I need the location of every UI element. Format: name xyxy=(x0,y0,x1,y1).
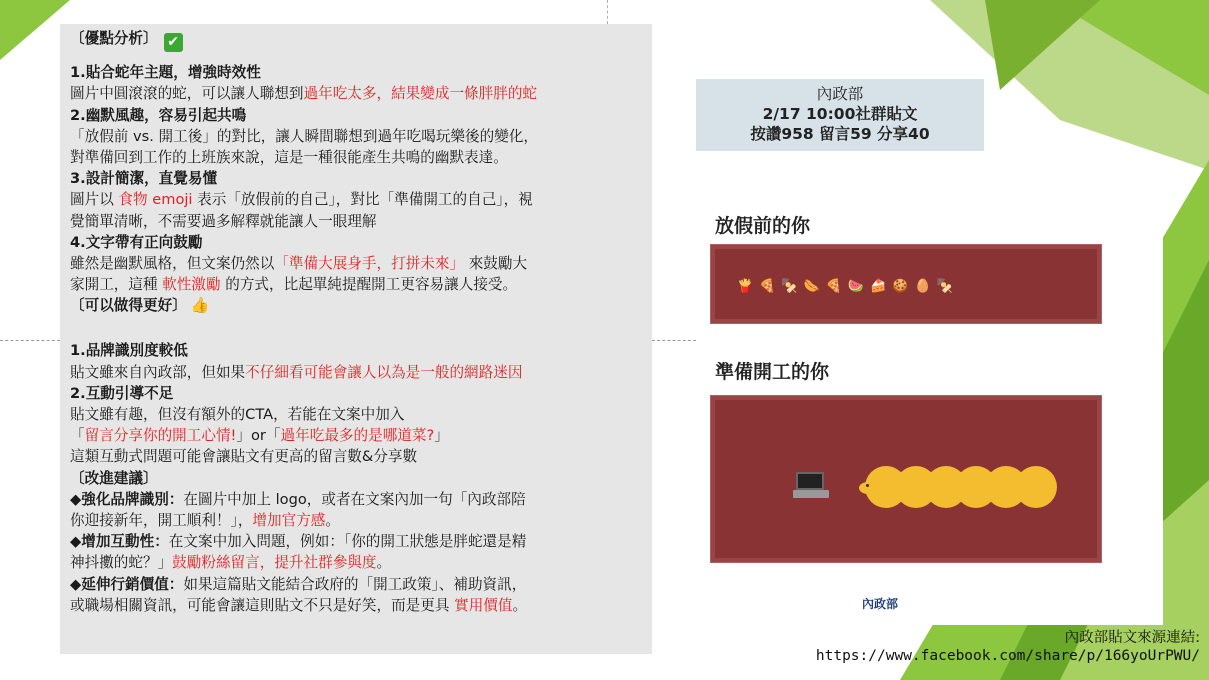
source-link[interactable]: https://www.facebook.com/share/p/166yoUrPWU/ xyxy=(815,648,1200,664)
improve-2-title: 2.互動引導不足 xyxy=(70,384,174,402)
improve-2-text: 「留言分享你的開工心情!」or「過年吃最多的是哪道菜?」 xyxy=(70,427,449,445)
suggestion-1: 你迎接新年，開工順利！」，增加官方感。 xyxy=(70,511,341,529)
suggestion-3: ◆延伸行銷價值：如果這篇貼文能結合政府的「開工政策」、補助資訊， xyxy=(70,575,527,593)
strength-2-text: 對準備回到工作的上班族來說，這是一種很能產生共鳴的幽默表達。 xyxy=(70,148,508,166)
suggestion-2: 神抖擻的蛇？」鼓勵粉絲留言，提升社群參與度。 xyxy=(70,554,392,572)
highlight: 增加官方感 xyxy=(252,511,326,529)
strength-3-title: 3.設計簡潔，直覺易懂 xyxy=(70,170,218,188)
strength-3-text: 覺簡單清晰，不需要過多解釋就能讓人一眼理解 xyxy=(70,212,377,230)
strength-4-text: 家開工，這種 軟性激勵 的方式，比起單純提醒開工更容易讓人接受。 xyxy=(70,276,518,294)
laptop-icon xyxy=(793,472,829,498)
highlight: 軟性激勵 xyxy=(162,276,221,294)
improve-2-text: 這類互動式問題可能會讓貼文有更高的留言數&分享數 xyxy=(70,448,418,466)
thumbs-up-icon: 👍 xyxy=(190,296,210,315)
highlight: 實用價值 xyxy=(454,596,513,614)
check-icon: ✔ xyxy=(164,33,183,52)
strength-4-text: 雖然是幽默風格，但文案仍然以「準備大展身手，打拼未來」 來鼓勵大 xyxy=(70,254,528,272)
analysis-panel xyxy=(60,24,652,654)
highlight: 鼓勵粉絲留言，提升社群參與度 xyxy=(172,554,377,572)
strengths-heading-text: 〔優點分析〕 xyxy=(70,30,158,47)
strength-3-text: 圖片以 食物 emoji 表示「放假前的自己」，對比「準備開工的自己」，視 xyxy=(70,191,533,209)
source-label: 內政部貼文來源連結: xyxy=(1064,630,1200,646)
suggestion-3: 或職場相關資訊，可能會讓這則貼文不只是好笑，而是更具 實用價值。 xyxy=(70,596,528,614)
strength-1-text: 圖片中圓滾滾的蛇，可以讓人聯想到過年吃太多，結果變成一條胖胖的蛇 xyxy=(70,85,538,103)
highlight: 過年吃最多的是哪道菜? xyxy=(280,427,435,445)
improve-heading-text: 〔可以做得更好〕 xyxy=(70,297,187,315)
post-date: 2/17 10:00社群貼文 xyxy=(762,105,918,123)
post-meta-box xyxy=(696,79,984,151)
improve-2-text: 貼文雖有趣，但沒有額外的CTA，若能在文案中加入 xyxy=(70,406,405,423)
divider-dashed-left xyxy=(0,340,60,341)
moi-logo: 內政部 xyxy=(862,597,899,611)
highlight: 食物 emoji xyxy=(118,191,193,209)
strengths-heading xyxy=(70,28,648,49)
org-name: 內政部 xyxy=(816,85,864,103)
highlight: 不仔細看可能會讓人以為是一般的網路迷因 xyxy=(245,363,523,381)
highlight: 留言分享你的開工心情! xyxy=(84,427,237,445)
improve-heading xyxy=(70,295,648,316)
food-emoji-row: 🍟🍕🍢🌭🍕🍉🍰🍪🥚🍢 xyxy=(737,279,959,294)
divider-dashed-right xyxy=(652,340,696,341)
improve-1-text: 貼文雖來自內政部，但如果不仔細看可能會讓人以為是一般的網路迷因 xyxy=(70,363,523,381)
strength-2-title: 2.幽默風趣，容易引起共鳴 xyxy=(70,106,247,124)
post-stats: 按讚958 留言59 分享40 xyxy=(750,125,930,143)
divider-dashed-vertical xyxy=(607,0,608,24)
snake-eye xyxy=(866,484,869,487)
strength-2-text: 「放假前 vs. 開工後」的對比，讓人瞬間聯想到過年吃喝玩樂後的變化， xyxy=(70,127,538,145)
suggestion-2: ◆增加互動性：在文案中加入問題，例如：「你的開工狀態是胖蛇還是精 xyxy=(70,533,527,551)
improve-1-title: 1.品牌識別度較低 xyxy=(70,342,188,360)
highlight: 過年吃太多，結果變成一條胖胖的蛇 xyxy=(303,85,538,103)
post-image xyxy=(696,175,1163,625)
suggestion-1: ◆強化品牌識別：在圖片中加上 logo，或者在文案內加一句「內政部陪 xyxy=(70,490,526,508)
suggest-heading: 〔改進建議〕 xyxy=(70,469,158,487)
heading-before-holiday: 放假前的你 xyxy=(715,215,811,237)
strength-4-title: 4.文字帶有正向鼓勵 xyxy=(70,233,203,251)
rug-after xyxy=(711,396,1101,562)
heading-back-to-work: 準備開工的你 xyxy=(715,361,830,383)
rug-before xyxy=(711,245,1101,323)
highlight: 「準備大展身手，打拼未來」 xyxy=(274,254,465,272)
strength-1-title: 1.貼合蛇年主題，增強時效性 xyxy=(70,64,261,82)
